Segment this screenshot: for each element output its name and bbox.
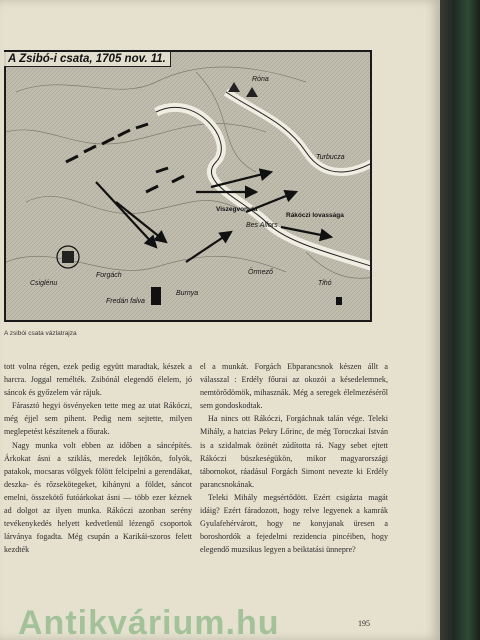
map-label-burnya: Burnya	[176, 290, 199, 297]
watermark: Antikvárium.hu	[18, 604, 280, 640]
left-column	[4, 360, 192, 556]
map-label-rakoczi-lovassaga: Rákóczi lovassága	[286, 212, 344, 219]
paragraph: Ha nincs ott Rákóczi, Forgáchnak talán vége. Teleki Mihály, a hatcias Pekry Lőrinc, de még Toroczkai István is a szidalmak özönét zúdította rá. Nagy sebet ejtett Rákóczi büszkeségükön, mikor magyarországi tábornokot, ráadásul Forgách Simont nevezte ki Erdély parancsnokának.	[200, 414, 388, 489]
map-title: A Zsibó-i csata, 1705 nov. 11.	[4, 52, 171, 67]
battle-map	[4, 50, 372, 322]
map-label-forgach: Forgách	[96, 272, 122, 279]
book-spine	[440, 0, 480, 640]
map-label-tiho: Tihó	[318, 280, 332, 287]
map-caption: A zsibói csata vázlatrajza	[4, 330, 77, 337]
paragraph: Nagy munka volt ebben az időben a sáncépítés. Árkokat ásni a sziklás, meredek lejtőkön, folyók, patakok, mocsaras völgyek fölött felcipelni a gerendákat, deszka- és rőzsekötegeket, kihányni a földet, sáncot emelni, összekötő futóárkokat ásni — több ezer kéznek ad dolgot az ilyen munka. Rákóczi azonban serény tevékenykedés helyett kedvetlenül lézengő csoportok lárványa fogadta. Még csupán a Karikái-szoros felett kezdték	[4, 440, 192, 555]
paragraph: Teleki Mihály megsértődött. Ezért csigázta magát idáig? Ezért fáradozott, hogy relve legyenek a kamrák Gyulafehérvárott, hogy ne konyjanak üresen a boroshordók a fejedelmi rezidencia pincéiben, hogy elegendő muzsikus legyen a beiktatási ünnepre?	[200, 492, 388, 555]
map-label-gsiglenu: Csiglénu	[30, 280, 58, 287]
map-label-fredan-falva: Fredán falva	[106, 298, 145, 305]
map-label-ormezo: Örmező	[248, 269, 273, 276]
map-label-rona: Róna	[252, 76, 269, 83]
paragraph: tott volna régen, ezek pedig együtt maradtak, készek a harcra. Joggal remélték. Zsibónál elegendő élelem, jó sáncok és győzelem vár rájuk.	[4, 362, 192, 398]
right-column	[200, 360, 388, 556]
page-number: 195	[358, 619, 370, 628]
map-label-viiszegvonula: Viszegvonula	[216, 206, 258, 213]
paragraph: Fárasztó hegyi ösvényeken tette meg az utat Rákóczi, még éjjel sem pihent. Pedig nem sejtette, milyen meglepetést készítenek a főurak.	[4, 401, 192, 437]
map-label-bes-alfors: Bes Alfors	[246, 222, 278, 229]
map-label-turbucza: Turbucza	[316, 154, 345, 161]
paragraph: el a munkát. Forgách Ebparancsnok készen állt a válasszal : Erdély főurai az okozói a késedelemnek, nemtörődömök, mihasznák. Még a seregek élelmezéséről sem gondoskodtak.	[200, 362, 388, 411]
